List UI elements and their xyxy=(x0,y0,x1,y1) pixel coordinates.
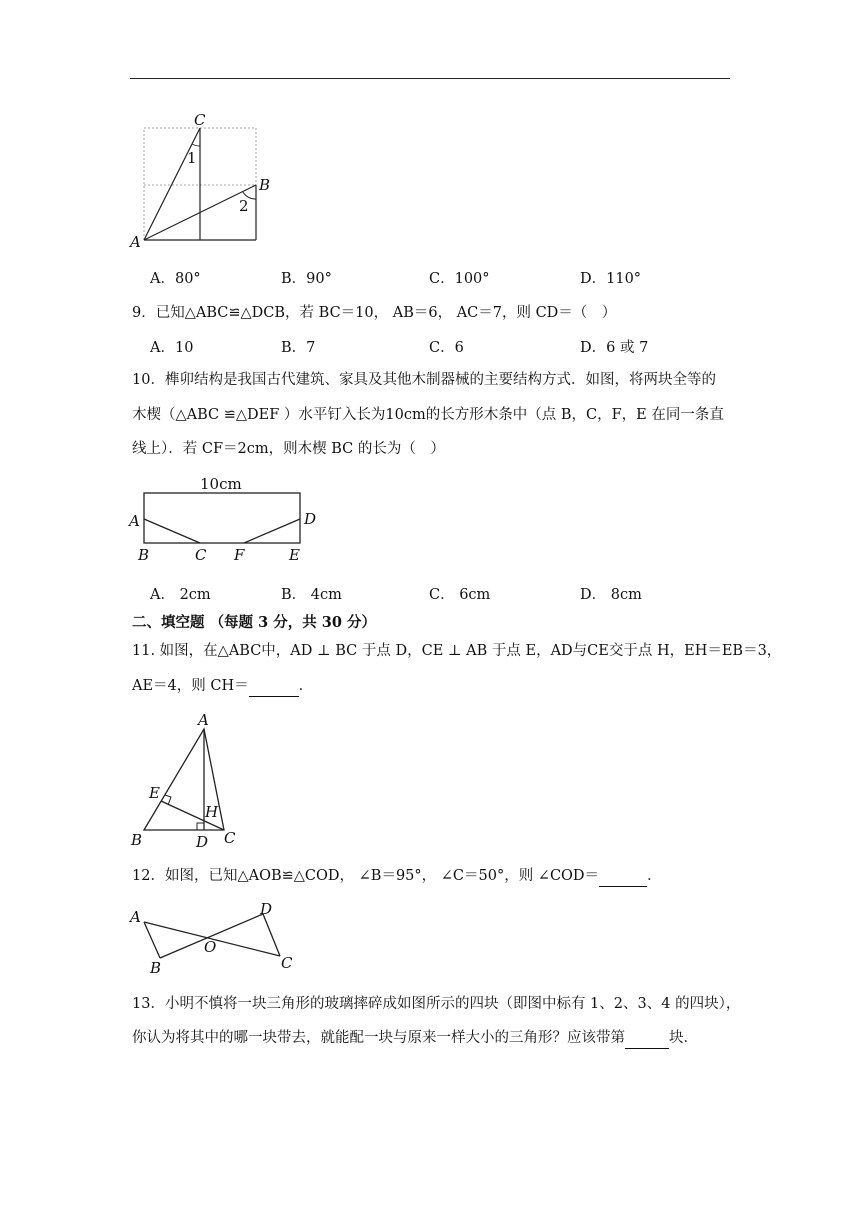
q10-wedge-left xyxy=(144,519,200,543)
section-title xyxy=(132,613,376,633)
q11-line2 xyxy=(132,676,313,697)
q8-label-2: 2 xyxy=(239,197,249,215)
q11-label-h: H xyxy=(205,803,219,821)
q8-label-c: C xyxy=(194,111,206,129)
q10-option-d[interactable]: D． 8cm xyxy=(580,587,642,603)
q10-line1: 10．榫卯结构是我国古代建筑、家具及其他木制器械的主要结构方式．如图，将两块全等的 xyxy=(132,372,716,388)
q10-line2: 木楔（△ABC ≌△DEF ）水平钉入长为10cm的长方形木条中（点 B，C，F，E 在同一条直 xyxy=(132,407,724,423)
q8-option-d[interactable]: D．110° xyxy=(580,271,642,287)
q12-label-o: O xyxy=(204,938,217,956)
section-note: （每题 3 分，共 30 分） xyxy=(209,614,377,631)
q10-label-a: A xyxy=(129,512,140,530)
section-title-text: 二、填空题 xyxy=(132,614,205,631)
q12-figure xyxy=(128,900,298,978)
q10-option-b[interactable]: B． 4cm xyxy=(281,587,342,603)
q10-rectangle xyxy=(144,493,300,543)
q10-label-e: E xyxy=(289,546,300,564)
q13-line2 xyxy=(132,1028,698,1049)
q11-right-angle-d xyxy=(197,823,204,830)
q8-option-c[interactable]: C．100° xyxy=(429,271,490,287)
q12-line xyxy=(132,866,662,887)
q12-text: 12．如图，已知△AOB≌△COD， ∠B＝95°， ∠C＝50°，则 ∠COD＝ xyxy=(132,868,600,884)
q11-end: ． xyxy=(298,678,314,694)
q8-option-b[interactable]: B．90° xyxy=(281,271,332,287)
q13-line1: 13．小明不慎将一块三角形的玻璃摔碎成如图所示的四块（即图中标有 1、2、3、4 的四块）， xyxy=(132,996,741,1012)
q12-answer-blank[interactable] xyxy=(599,866,647,887)
q10-top-label: 10cm xyxy=(200,475,242,493)
q10-line3: 线上）．若 CF＝2cm，则木楔 BC 的长为（ ） xyxy=(132,441,445,457)
q12-label-c: C xyxy=(281,954,293,972)
q8-angle1-arc xyxy=(192,144,200,146)
q12-end: ． xyxy=(647,868,662,884)
q11-text: AE＝4，则 CH＝ xyxy=(132,678,249,694)
q10-label-c: C xyxy=(195,546,207,564)
q10-label-d: D xyxy=(304,510,317,528)
q10-label-f: F xyxy=(234,546,245,564)
q11-label-a: A xyxy=(198,711,209,729)
q11-figure xyxy=(128,708,244,850)
q13-answer-blank[interactable] xyxy=(625,1028,669,1049)
q9-option-d[interactable]: D．6 或 7 xyxy=(580,340,649,356)
q10-figure xyxy=(128,474,328,566)
q8-label-a: A xyxy=(130,233,141,251)
q10-label-b: B xyxy=(138,546,150,564)
q11-label-e: E xyxy=(149,784,160,802)
q11-answer-blank[interactable] xyxy=(249,676,299,697)
q12-label-a: A xyxy=(130,908,141,926)
q9-option-a[interactable]: A．10 xyxy=(150,340,194,356)
q8-option-a[interactable]: A．80° xyxy=(150,271,201,287)
q12-segment-ab xyxy=(144,922,160,958)
q11-label-d: D xyxy=(196,833,209,851)
q8-label-1: 1 xyxy=(187,149,197,167)
q11-line1: 11. 如图，在△ABC中，AD ⊥ BC 于点 D，CE ⊥ AB 于点 E，AD与CE交于点 H，EH＝EB＝3， xyxy=(132,643,782,659)
q12-label-b: B xyxy=(150,959,162,977)
q10-option-c[interactable]: C． 6cm xyxy=(429,587,491,603)
q11-label-c: C xyxy=(224,829,236,847)
header-rule xyxy=(130,78,730,79)
q8-figure xyxy=(128,108,278,254)
q10-wedge-right xyxy=(244,519,300,543)
q8-label-b: B xyxy=(259,176,271,194)
q8-segment-ac xyxy=(144,128,200,240)
q13-end: 块． xyxy=(669,1030,698,1046)
q11-label-b: B xyxy=(131,831,143,849)
q9-text: 9．已知△ABC≌△DCB，若 BC＝10， AB＝6， AC＝7，则 CD＝（ ） xyxy=(132,305,617,321)
q12-label-d: D xyxy=(260,900,273,918)
q9-option-c[interactable]: C．6 xyxy=(429,340,464,356)
q13-text: 你认为将其中的哪一块带去，就能配一块与原来一样大小的三角形？应该带第 xyxy=(132,1030,625,1046)
q10-option-a[interactable]: A． 2cm xyxy=(150,587,211,603)
q9-option-b[interactable]: B．7 xyxy=(281,340,316,356)
q12-segment-dc xyxy=(263,914,280,956)
